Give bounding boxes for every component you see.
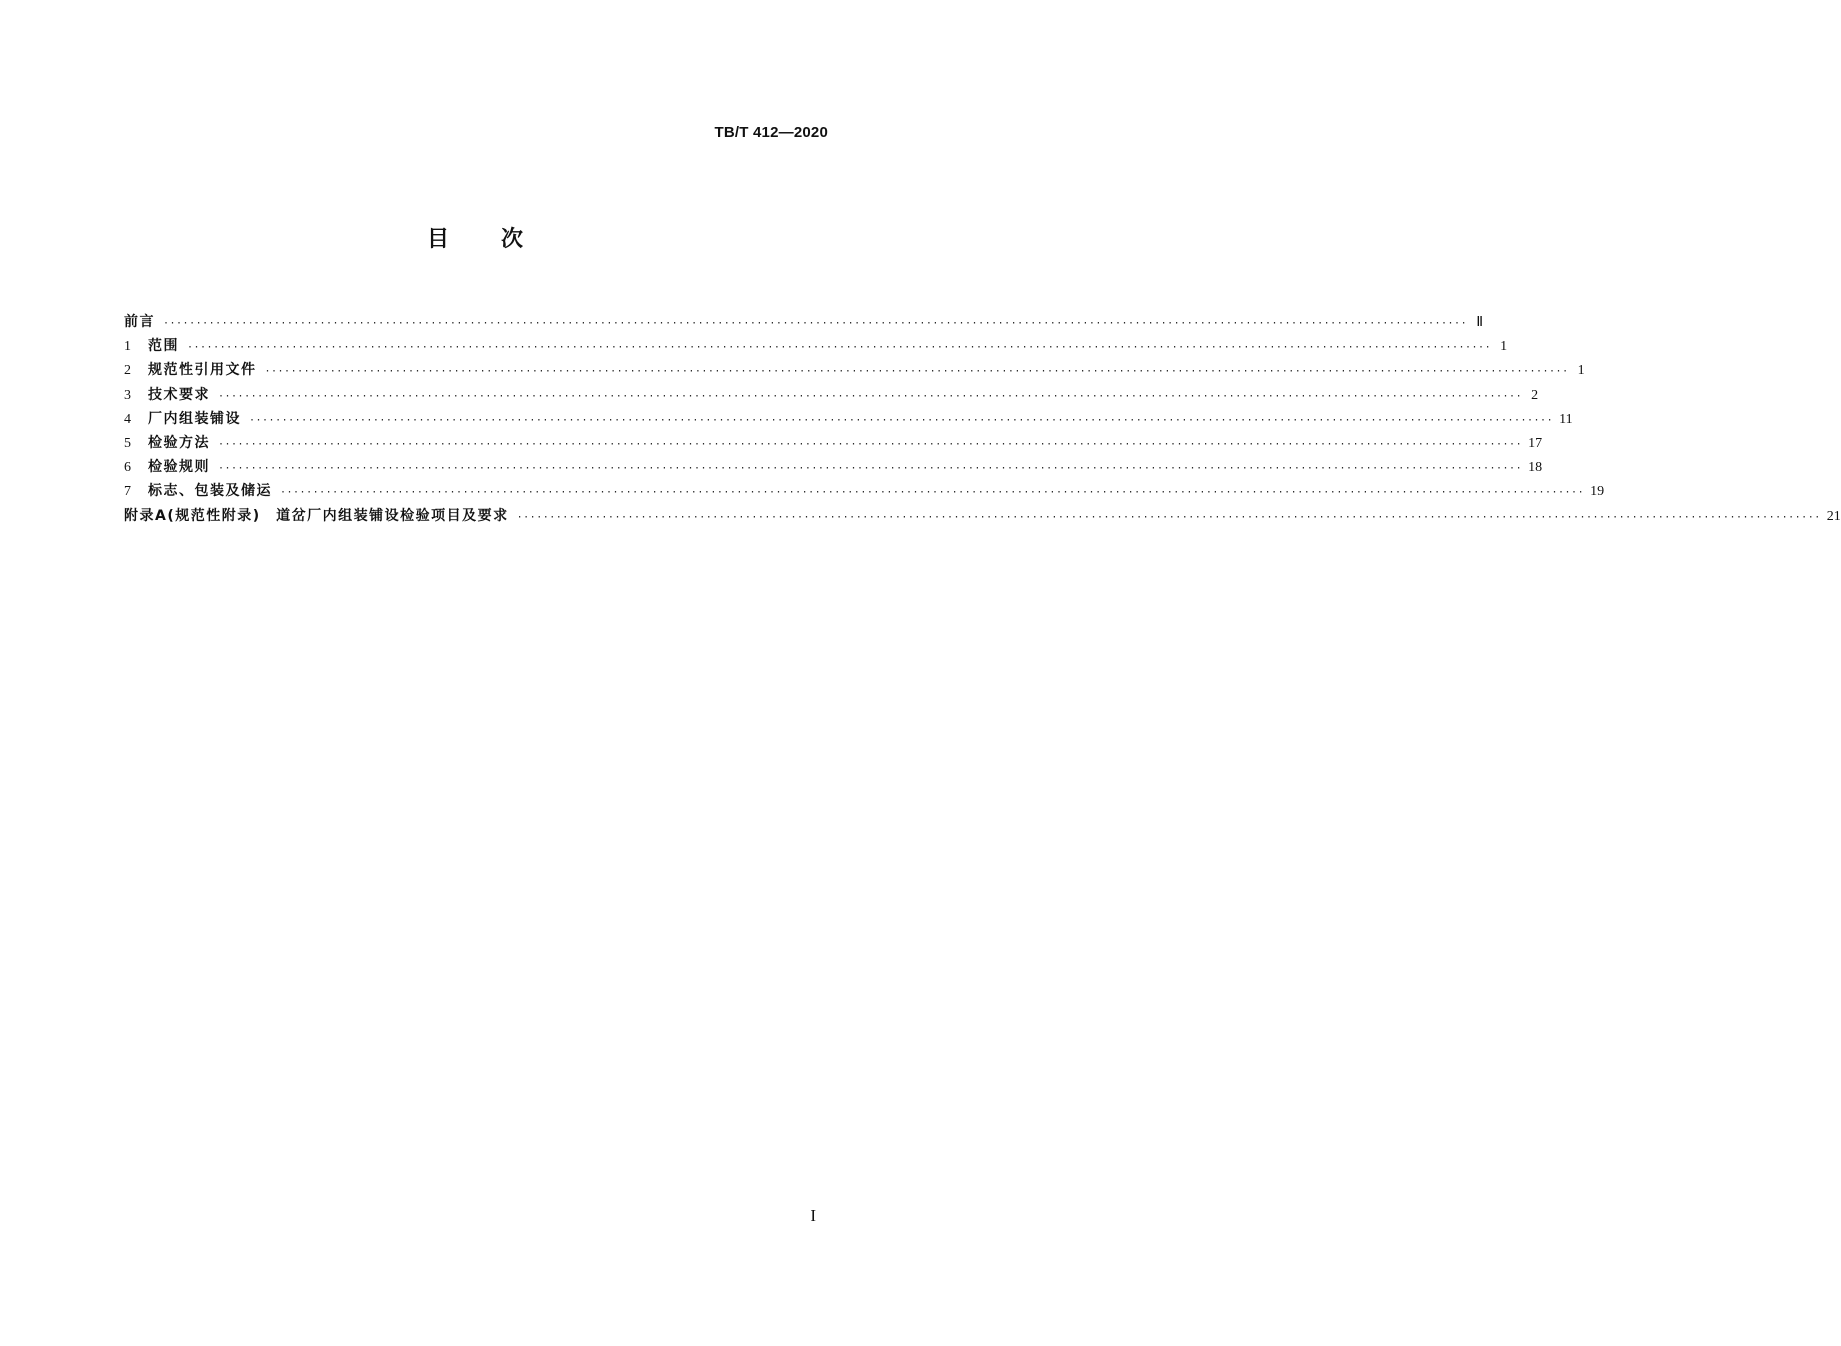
- toc-entry-label: 前言: [124, 314, 155, 330]
- toc-leader-dots: ········································································································································································································: [264, 366, 1569, 378]
- toc-leader-dots: ········································································································································································································: [516, 511, 1821, 523]
- toc-entry-label: 标志、包装及储运: [148, 483, 272, 500]
- page-number: I: [810, 1206, 816, 1225]
- toc-entry-page: 21: [1826, 508, 1841, 524]
- toc-entry-inspection-methods[interactable]: [124, 431, 1543, 455]
- toc-entry-technical-requirements[interactable]: [124, 383, 1539, 407]
- toc-leader-dots: ········································································································································································································: [218, 463, 1523, 475]
- toc-entry-page: 17: [1528, 435, 1543, 451]
- toc-entry-label: 附录A(规范性附录) 道岔厂内组装铺设检验项目及要求: [124, 507, 509, 524]
- toc-leader-dots: ········································································································································································································: [218, 438, 1523, 450]
- toc-entry-page: 2: [1531, 387, 1539, 403]
- toc-leader-dots: ········································································································································································································: [218, 390, 1523, 402]
- table-of-contents: [124, 310, 1841, 528]
- toc-entry-marking-packaging[interactable]: [124, 479, 1605, 503]
- title-char-1: 目: [426, 227, 449, 252]
- toc-leader-dots: ········································································································································································································: [187, 342, 1492, 354]
- toc-entry-number: 6: [124, 460, 131, 476]
- toc-leader-dots: ········································································································································································································: [163, 318, 1468, 329]
- toc-entry-number: 3: [124, 387, 131, 403]
- toc-entry-page: 19: [1590, 484, 1605, 500]
- toc-entry-factory-assembly[interactable]: [124, 407, 1573, 431]
- toc-entry-page: 1: [1500, 339, 1508, 355]
- toc-entry-page: 18: [1528, 460, 1543, 476]
- document-code: TB/T 412—2020: [714, 124, 828, 141]
- toc-entry-annex-a[interactable]: [124, 504, 1841, 528]
- toc-leader-dots: ········································································································································································································: [280, 487, 1585, 499]
- toc-entry-number: 4: [124, 411, 131, 427]
- toc-entry-number: 1: [124, 339, 131, 355]
- toc-entry-inspection-rules[interactable]: [124, 455, 1543, 479]
- toc-entry-page: Ⅱ: [1476, 315, 1484, 330]
- toc-entry-label: 规范性引用文件: [148, 362, 257, 379]
- toc-entry-label: 厂内组装铺设: [148, 410, 241, 427]
- toc-entry-label: 检验方法: [148, 434, 210, 451]
- toc-entry-page: 11: [1559, 411, 1573, 427]
- toc-entry-normative-references[interactable]: [124, 358, 1585, 382]
- toc-entry-label: 范围: [148, 338, 179, 355]
- toc-entry-foreword[interactable]: [124, 310, 1484, 334]
- toc-leader-dots: ········································································································································································································: [249, 414, 1554, 426]
- toc-entry-scope[interactable]: [124, 334, 1508, 358]
- toc-entry-page: 1: [1577, 363, 1585, 379]
- toc-entry-label: 技术要求: [148, 386, 210, 403]
- toc-entry-number: 5: [124, 435, 131, 451]
- title-char-2: 次: [501, 227, 524, 252]
- toc-entry-number: 7: [124, 484, 131, 500]
- toc-entry-number: 2: [124, 363, 131, 379]
- page-title: [0, 222, 950, 253]
- toc-entry-label: 检验规则: [148, 459, 210, 476]
